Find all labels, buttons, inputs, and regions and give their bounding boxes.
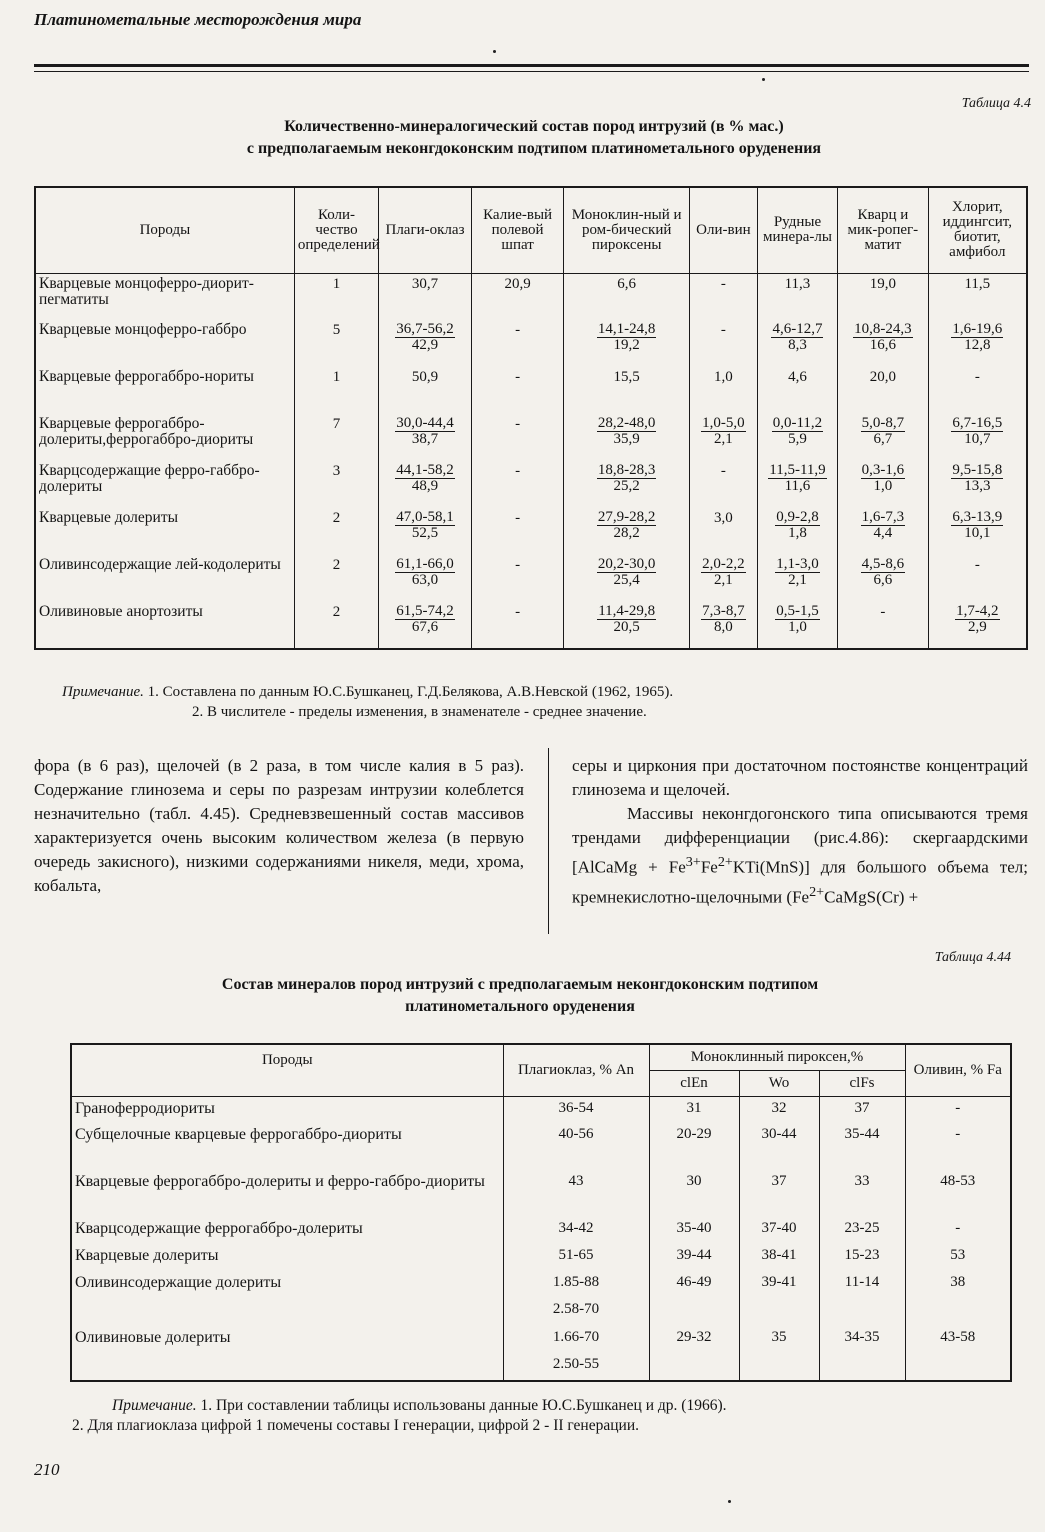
table2-cell-cfs: 34-35 xyxy=(819,1326,905,1381)
table1-title-line2: с предполагаемым неконгдоконским подтипом платинометального оруденения xyxy=(246,140,822,157)
table1-header-cell: Породы xyxy=(35,187,294,273)
fraction xyxy=(861,416,906,447)
table2-title xyxy=(40,974,1000,1018)
table1-header-cell: Оли-вин xyxy=(689,187,757,273)
table1-cell xyxy=(564,414,690,461)
table2-cell-cfs: 11-14 xyxy=(819,1271,905,1326)
table1-cell xyxy=(757,508,837,555)
table1-title xyxy=(34,116,1034,160)
table1-cell: 19,0 xyxy=(838,273,929,320)
plagioclase-gen1: 1.85-88 xyxy=(552,1274,600,1290)
table1-cell: - xyxy=(689,320,757,367)
fraction-mean: 6,6 xyxy=(873,572,893,588)
table1-cell: 15,5 xyxy=(564,367,690,414)
table2-title-line2: платинометального оруденения xyxy=(405,998,635,1015)
table2-cell-plag xyxy=(503,1326,649,1381)
fraction xyxy=(597,416,657,447)
table1-cell: 11,3 xyxy=(757,273,837,320)
table2-cell-plag: 51-65 xyxy=(503,1244,649,1271)
fraction-range: 61,5-74,2 xyxy=(396,603,454,619)
fraction-mean: 42,9 xyxy=(411,337,439,353)
table2-cell-cen: 35-40 xyxy=(649,1217,739,1244)
fraction-range: 4,5-8,6 xyxy=(861,556,905,572)
table1-rock-name: Кварцевые феррогаббро-нориты xyxy=(35,367,294,414)
table1-cell xyxy=(757,461,837,508)
fraction-mean: 35,9 xyxy=(613,431,640,447)
speck xyxy=(493,50,496,53)
table2-cell-wo: 39-41 xyxy=(739,1271,819,1326)
fraction xyxy=(772,416,823,447)
fraction-mean: 25,2 xyxy=(613,478,640,494)
table2-header-wo: Wo xyxy=(739,1070,819,1096)
fraction xyxy=(951,322,1003,353)
fraction xyxy=(771,322,823,353)
fraction xyxy=(395,557,455,588)
table1-cell xyxy=(379,508,472,555)
table2-header-rocks: Породы xyxy=(71,1044,503,1096)
fraction-range: 0,3-1,6 xyxy=(861,462,905,478)
fraction xyxy=(853,322,913,353)
table1-header-cell: Плаги-оклаз xyxy=(379,187,472,273)
table2-row xyxy=(71,1217,1011,1244)
table1-cell: - xyxy=(689,461,757,508)
table1-cell: 1 xyxy=(294,273,378,320)
table2-cell-ol: 38 xyxy=(905,1271,1011,1326)
fraction-range: 10,8-24,3 xyxy=(854,321,912,337)
table1-cell xyxy=(564,461,690,508)
table2-rock-name: Кварцевые феррогаббро-долериты и ферро-габбро-диориты xyxy=(71,1170,503,1217)
fraction-range: 14,1-24,8 xyxy=(597,321,656,337)
fraction-mean: 67,6 xyxy=(411,619,439,635)
table1-cell: 1,0 xyxy=(689,367,757,414)
table2-row xyxy=(71,1271,1011,1326)
fraction-mean: 1,8 xyxy=(788,525,807,541)
table2-cell-cen: 46-49 xyxy=(649,1271,739,1326)
table1-cell xyxy=(379,555,472,602)
fraction-mean: 48,9 xyxy=(411,478,439,494)
table2-cell-cen: 20-29 xyxy=(649,1123,739,1170)
fraction-mean: 2,1 xyxy=(714,431,733,447)
fraction xyxy=(395,510,455,541)
table1-cell: - xyxy=(928,367,1027,414)
table1-cell xyxy=(564,508,690,555)
table1-cell xyxy=(838,320,929,367)
table1-note-1: 1. Составлена по данным Ю.С.Бушканец, Г.Д.Белякова, А.В.Невской (1962, 1965). xyxy=(147,684,674,700)
fraction-range: 20,2-30,0 xyxy=(597,556,656,572)
fraction xyxy=(861,463,906,494)
table1-title-line1: Количественно-минералогический состав пород интрузий (в % мас.) xyxy=(284,118,784,135)
fraction-mean: 25,4 xyxy=(613,572,640,588)
table1-cell xyxy=(564,320,690,367)
table2-label: Таблица 4.44 xyxy=(934,950,1011,965)
fraction-range: 11,5-11,9 xyxy=(769,462,826,478)
right-para-1: серы и циркония при достаточном постоянстве концентраций глинозема и щелочей. xyxy=(572,756,1028,799)
fraction-mean: 8,3 xyxy=(788,337,807,353)
table2-note-2: 2. Для плагиоклаза цифрой 1 помечены составы I генерации, цифрой 2 - II генерации. xyxy=(72,1417,639,1434)
table1-row xyxy=(35,414,1027,461)
fraction xyxy=(597,510,657,541)
fraction-mean: 4,4 xyxy=(873,525,893,541)
fraction xyxy=(768,463,826,494)
fraction xyxy=(701,416,746,447)
fraction-range: 47,0-58,1 xyxy=(396,509,454,525)
fraction-mean: 2,1 xyxy=(788,572,807,588)
table2-row xyxy=(71,1170,1011,1217)
fraction-mean: 19,2 xyxy=(613,337,640,353)
fraction xyxy=(597,604,656,635)
table1-cell: - xyxy=(471,320,564,367)
fraction xyxy=(951,416,1003,447)
fraction xyxy=(597,322,657,353)
table2-header-pyroxene: Моноклинный пироксен,% xyxy=(649,1044,905,1070)
table1-cell xyxy=(689,414,757,461)
table2-rock-name: Оливинсодержащие долериты xyxy=(71,1271,503,1326)
fraction-range: 7,3-8,7 xyxy=(702,603,745,619)
table1-label: Таблица 4.4 xyxy=(961,96,1031,111)
table2-cell-plag: 40-56 xyxy=(503,1123,649,1170)
table1-row xyxy=(35,602,1027,649)
table2-header-olivine: Оливин, % Fa xyxy=(905,1044,1011,1096)
table1-cell: 20,9 xyxy=(471,273,564,320)
fraction-range: 5,0-8,7 xyxy=(861,415,905,431)
table2-cell-ol: - xyxy=(905,1217,1011,1244)
table1-cell: 3,0 xyxy=(689,508,757,555)
table1-row xyxy=(35,508,1027,555)
table1-cell xyxy=(689,555,757,602)
fraction-mean: 20,5 xyxy=(613,619,640,635)
table1-header-cell: Кварц и мик-ропег-матит xyxy=(838,187,929,273)
table1-cell xyxy=(564,602,690,649)
fraction-range: 36,7-56,2 xyxy=(396,321,454,337)
table1-header-cell: Моноклин-ный и ром-бический пироксены xyxy=(564,187,690,273)
table1-cell xyxy=(838,555,929,602)
fraction-mean: 38,7 xyxy=(411,431,439,447)
table1-row xyxy=(35,273,1027,320)
fraction-range: 28,2-48,0 xyxy=(597,415,656,431)
table2-row xyxy=(71,1123,1011,1170)
table1-cell xyxy=(379,320,472,367)
table2-cell-wo: 30-44 xyxy=(739,1123,819,1170)
table2-cell-plag: 43 xyxy=(503,1170,649,1217)
fraction xyxy=(775,510,820,541)
fraction-mean: 52,5 xyxy=(411,525,439,541)
table1-cell xyxy=(928,414,1027,461)
table2-cell-wo: 37 xyxy=(739,1170,819,1217)
header-rule-thin xyxy=(34,71,1029,72)
table1-row xyxy=(35,367,1027,414)
fraction xyxy=(775,604,820,635)
table1-cell: 1 xyxy=(294,367,378,414)
plagioclase-gen2: 2.50-55 xyxy=(552,1356,600,1372)
table1-cell: 6,6 xyxy=(564,273,690,320)
right-para-2: Массивы неконгдогонского типа описываются тремя трендами дифференциации (рис.4.86): скергаардскими [AlCaMg + $Fe^{3+}Fe^{2+}KTi(MnS)$] для большого объема тел; кремнекислотно-щелочными ($Fe^{2+}CaMgS(Cr)$ + xyxy=(572,804,1028,907)
table1-cell xyxy=(838,414,929,461)
table1-cell: 30,7 xyxy=(379,273,472,320)
fraction xyxy=(951,463,1003,494)
table1-note-2: 2. В числителе - пределы изменения, в знаменателе - среднее значение. xyxy=(192,704,647,720)
table1-cell xyxy=(689,602,757,649)
table2-row xyxy=(71,1244,1011,1271)
fraction-mean: 63,0 xyxy=(411,572,439,588)
table2-cell-cfs: 35-44 xyxy=(819,1123,905,1170)
table1-rock-name: Кварцевые монцоферро-габбро xyxy=(35,320,294,367)
fraction xyxy=(955,604,1000,635)
table2-cell-cen: 30 xyxy=(649,1170,739,1217)
fraction-range: 1,7-4,2 xyxy=(956,603,999,619)
table1-header-row xyxy=(35,187,1027,273)
table2-header-clen: clEn xyxy=(649,1070,739,1096)
table2-cell-cfs: 15-23 xyxy=(819,1244,905,1271)
table1-cell: - xyxy=(471,602,564,649)
table1-cell: - xyxy=(928,555,1027,602)
fraction-range: 30,0-44,4 xyxy=(396,415,454,431)
table2-rock-name: Гранoферродиориты xyxy=(71,1096,503,1123)
table1-note-label: Примечание. xyxy=(62,684,144,700)
table1-header-cell: Рудные минера-лы xyxy=(757,187,837,273)
table1-cell xyxy=(757,320,837,367)
table1-header-cell: Хлорит, иддингсит, биотит, амфибол xyxy=(928,187,1027,273)
fraction-range: 1,0-5,0 xyxy=(702,415,745,431)
fraction-mean: 1,0 xyxy=(873,478,893,494)
table1-cell xyxy=(928,461,1027,508)
table1-cell: 20,0 xyxy=(838,367,929,414)
table1-row xyxy=(35,555,1027,602)
fraction-mean: 10,1 xyxy=(964,525,991,541)
table1-rock-name: Оливиновые анортозиты xyxy=(35,602,294,649)
fraction-range: 27,9-28,2 xyxy=(597,509,656,525)
fraction xyxy=(861,510,906,541)
fraction-range: 1,1-3,0 xyxy=(776,556,819,572)
table2-cell-cen: 31 xyxy=(649,1096,739,1123)
fraction-mean: 2,9 xyxy=(967,619,987,635)
table1-header-cell: Коли-чество определений xyxy=(294,187,378,273)
table1-cell: - xyxy=(471,461,564,508)
table1-cell xyxy=(928,508,1027,555)
left-column-text: фора (в 6 раз), щелочей (в 2 раза, в том числе калия в 5 раз). Содержание глинозема и серы по разрезам интрузии колеблется незначительно (табл. 4.45). Средневзвешенный состав массивов характеризуется очень высоким количеством железа (в первую очередь закисного), низкими содержаниями никеля, меди, хрома, кобальта, xyxy=(34,756,524,895)
table1-row xyxy=(35,461,1027,508)
fraction-range: 2,0-2,2 xyxy=(702,556,745,572)
table1-cell: - xyxy=(689,273,757,320)
fraction xyxy=(395,322,455,353)
table1-cell: 2 xyxy=(294,508,378,555)
table2-rock-name: Кварцсодержащие феррогаббро-долериты xyxy=(71,1217,503,1244)
table2-row xyxy=(71,1326,1011,1381)
table1-cell: - xyxy=(838,602,929,649)
table2-cell-ol: 48-53 xyxy=(905,1170,1011,1217)
table2-row xyxy=(71,1096,1011,1123)
fraction-mean: 1,0 xyxy=(788,619,807,635)
table1-cell xyxy=(379,602,472,649)
table2-cell-cfs: 33 xyxy=(819,1170,905,1217)
fraction-mean: 6,7 xyxy=(873,431,893,447)
table1-cell: 7 xyxy=(294,414,378,461)
table2-header-plagioclase: Плагиоклаз, % An xyxy=(503,1044,649,1096)
table2 xyxy=(70,1043,1012,1382)
header-rule-thick xyxy=(34,64,1029,67)
table2-cell-plag: 34-42 xyxy=(503,1217,649,1244)
table1-cell: 3 xyxy=(294,461,378,508)
plagioclase-gen1: 1.66-70 xyxy=(552,1329,600,1345)
table1-cell: - xyxy=(471,367,564,414)
fraction xyxy=(395,604,455,635)
table1-row xyxy=(35,320,1027,367)
table1-rock-name: Оливинсодержащие лей-кодолериты xyxy=(35,555,294,602)
table2-rock-name: Кварцевые долериты xyxy=(71,1244,503,1271)
table2-note xyxy=(72,1396,1032,1436)
fraction-mean: 10,7 xyxy=(964,431,991,447)
table2-cell-ol: - xyxy=(905,1096,1011,1123)
table2-rock-name: Оливиновые долериты xyxy=(71,1326,503,1381)
table2-cell-cen: 39-44 xyxy=(649,1244,739,1271)
table1-cell xyxy=(379,414,472,461)
fraction-range: 18,8-28,3 xyxy=(597,462,656,478)
column-separator xyxy=(548,748,549,934)
fraction xyxy=(597,463,657,494)
table2-cell-wo: 38-41 xyxy=(739,1244,819,1271)
speck xyxy=(728,1500,731,1503)
fraction-mean: 13,3 xyxy=(964,478,991,494)
table1 xyxy=(34,186,1028,650)
table1-cell: - xyxy=(471,555,564,602)
fraction-mean: 8,0 xyxy=(714,619,733,635)
fraction-range: 6,3-13,9 xyxy=(952,509,1003,525)
table2-cell-ol: 43-58 xyxy=(905,1326,1011,1381)
fraction-range: 9,5-15,8 xyxy=(952,462,1003,478)
table2-note-1: 1. При составлении таблицы использованы данные Ю.С.Бушканец и др. (1966). xyxy=(200,1397,727,1414)
fraction xyxy=(395,463,455,494)
speck xyxy=(762,78,765,81)
table1-rock-name: Кварцевые феррогаббро-долериты,феррогаббро-диориты xyxy=(35,414,294,461)
fraction-mean: 11,6 xyxy=(784,478,811,494)
fraction-range: 0,5-1,5 xyxy=(776,603,819,619)
table2-cell-cen: 29-32 xyxy=(649,1326,739,1381)
table1-cell: 11,5 xyxy=(928,273,1027,320)
table2-header-row xyxy=(71,1044,1011,1070)
fraction xyxy=(775,557,820,588)
table2-cell-cfs: 37 xyxy=(819,1096,905,1123)
fraction xyxy=(951,510,1003,541)
table1-cell: 50,9 xyxy=(379,367,472,414)
fraction-range: 6,7-16,5 xyxy=(952,415,1003,431)
fraction xyxy=(597,557,657,588)
table1-rock-name: Кварцевые монцоферро-диорит-пегматиты xyxy=(35,273,294,320)
table1-cell: 4,6 xyxy=(757,367,837,414)
table2-cell-plag: 36-54 xyxy=(503,1096,649,1123)
fraction-range: 61,1-66,0 xyxy=(396,556,454,572)
fraction xyxy=(701,557,746,588)
fraction-range: 1,6-7,3 xyxy=(861,509,905,525)
table1-cell xyxy=(757,414,837,461)
table1-cell xyxy=(928,602,1027,649)
fraction-range: 4,6-12,7 xyxy=(772,321,823,337)
right-column-text xyxy=(572,754,1028,909)
table1-cell: - xyxy=(471,414,564,461)
fraction-range: 0,9-2,8 xyxy=(776,509,819,525)
fraction-range: 0,0-11,2 xyxy=(772,415,823,431)
table2-cell-ol: - xyxy=(905,1123,1011,1170)
table1-cell xyxy=(838,508,929,555)
running-header: Платинометальные месторождения мира xyxy=(34,10,362,29)
table1-cell xyxy=(379,461,472,508)
table2-cell-ol: 53 xyxy=(905,1244,1011,1271)
table1-rock-name: Кварцсодержащие ферро-габбро-долериты xyxy=(35,461,294,508)
table1-header-cell: Калие-вый полевой шпат xyxy=(471,187,564,273)
table1-cell xyxy=(928,320,1027,367)
table2-cell-wo: 32 xyxy=(739,1096,819,1123)
table1-cell xyxy=(757,602,837,649)
fraction xyxy=(701,604,746,635)
fraction xyxy=(395,416,455,447)
fraction-mean: 2,1 xyxy=(714,572,733,588)
table2-title-line1: Состав минералов пород интрузий с предполагаемым неконгдоконским подтипом xyxy=(221,976,819,993)
table1-cell: 5 xyxy=(294,320,378,367)
fraction-range: 1,6-19,6 xyxy=(952,321,1003,337)
fraction-range: 44,1-58,2 xyxy=(396,462,454,478)
table1-note xyxy=(62,682,1022,722)
fraction-mean: 16,6 xyxy=(869,337,896,353)
table2-cell-plag xyxy=(503,1271,649,1326)
table2-cell-wo: 35 xyxy=(739,1326,819,1381)
table1-cell: 2 xyxy=(294,602,378,649)
fraction-range: 11,4-29,8 xyxy=(598,603,656,619)
fraction-mean: 28,2 xyxy=(613,525,640,541)
fraction xyxy=(861,557,906,588)
table1-cell xyxy=(838,461,929,508)
table2-rock-name: Субщелочные кварцевые феррогаббро-диориты xyxy=(71,1123,503,1170)
table2-header-clfs: clFs xyxy=(819,1070,905,1096)
table1-cell: - xyxy=(471,508,564,555)
table2-cell-cfs: 23-25 xyxy=(819,1217,905,1244)
plagioclase-gen2: 2.58-70 xyxy=(552,1301,600,1317)
table2-note-label: Примечание. xyxy=(112,1397,197,1414)
page-number: 210 xyxy=(34,1460,60,1479)
fraction-mean: 5,9 xyxy=(788,431,807,447)
table1-cell xyxy=(564,555,690,602)
table1-rock-name: Кварцевые долериты xyxy=(35,508,294,555)
table2-cell-wo: 37-40 xyxy=(739,1217,819,1244)
table1-cell xyxy=(757,555,837,602)
table1-cell: 2 xyxy=(294,555,378,602)
fraction-mean: 12,8 xyxy=(964,337,991,353)
